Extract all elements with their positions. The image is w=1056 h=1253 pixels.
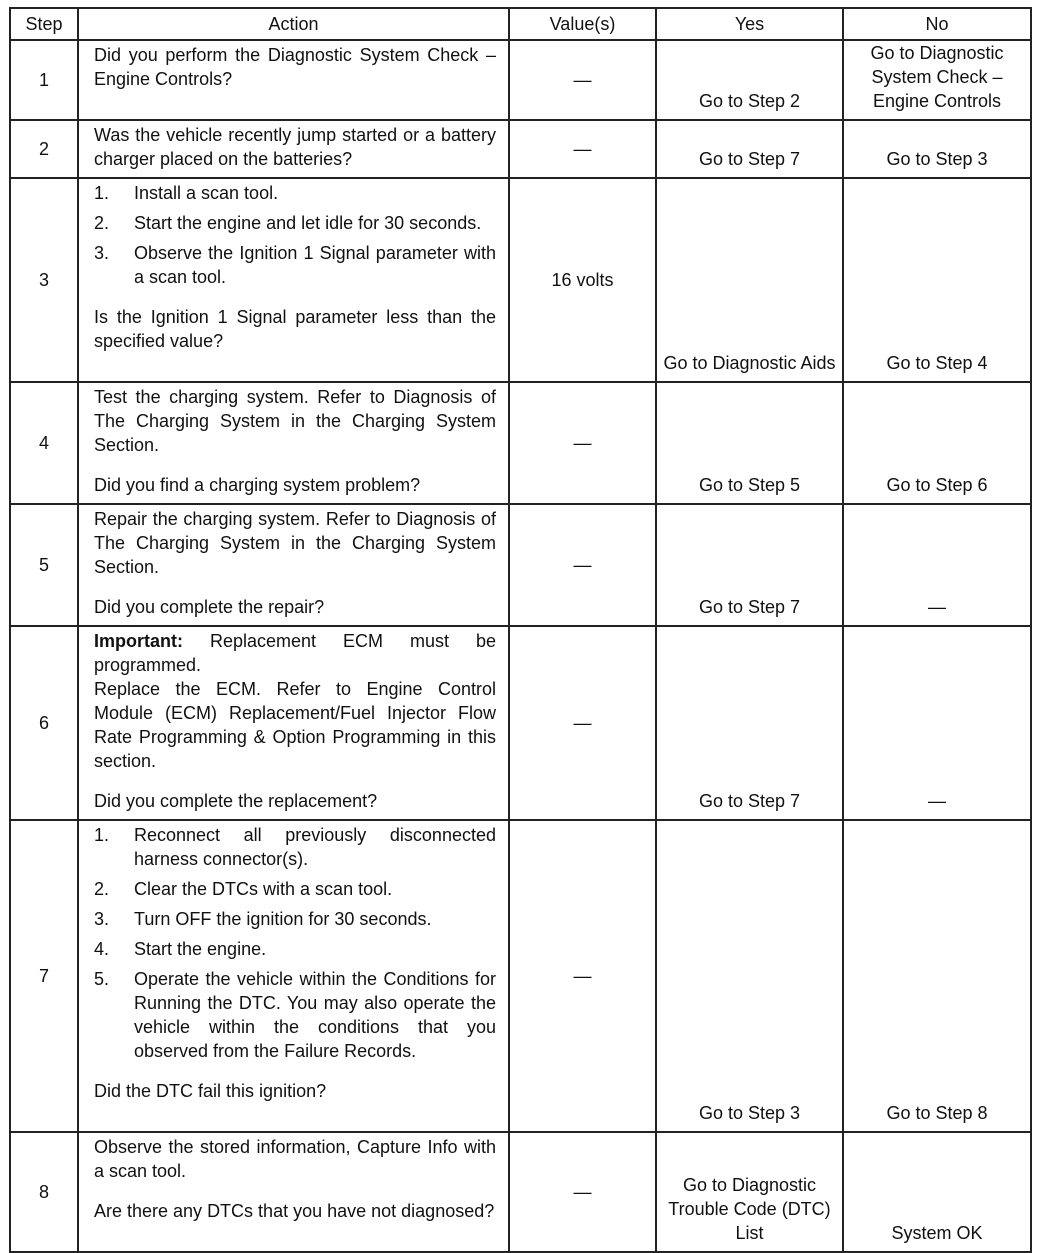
- yes-cell: Go to Step 2: [656, 40, 843, 120]
- value-cell: —: [509, 820, 656, 1132]
- no-cell: System OK: [843, 1132, 1031, 1252]
- yes-cell: Go to Step 7: [656, 504, 843, 626]
- list-item: [94, 181, 496, 205]
- table-row: [10, 178, 1031, 382]
- table-row: [10, 40, 1031, 120]
- step-list: [94, 181, 496, 289]
- table-row: [10, 382, 1031, 504]
- list-item: [94, 211, 496, 235]
- diagnostic-table: [9, 7, 1032, 1253]
- no-cell: Go to Diagnostic System Check – Engine Controls: [843, 40, 1031, 120]
- step-list: [94, 823, 496, 1063]
- action-cell: [78, 1132, 509, 1252]
- list-item-text: Operate the vehicle within the Conditions for Running the DTC. You may also operate the vehicle within the conditions that you observed from the Failure Records.: [134, 969, 496, 1061]
- list-item-number: 1.: [94, 825, 110, 845]
- step-number: 7: [10, 820, 78, 1132]
- action-instruction: Observe the stored information, Capture Info with a scan tool.: [94, 1137, 496, 1181]
- step-number: 5: [10, 504, 78, 626]
- yes-cell: Go to Step 7: [656, 120, 843, 178]
- value-cell: —: [509, 120, 656, 178]
- action-cell: [78, 382, 509, 504]
- table-row: [10, 120, 1031, 178]
- action-question: Did you perform the Diagnostic System Check – Engine Controls?: [94, 45, 496, 89]
- header-yes: Yes: [656, 8, 843, 40]
- action-question: Did you complete the repair?: [94, 597, 325, 617]
- list-item-text: Install a scan tool.: [134, 183, 279, 203]
- action-question: Did you find a charging system problem?: [94, 475, 421, 495]
- table-row: [10, 1132, 1031, 1252]
- action-question: Is the Ignition 1 Signal parameter less than the specified value?: [94, 307, 496, 351]
- diagnostic-table-container: [9, 7, 1032, 1253]
- list-item: [94, 907, 496, 931]
- action-question: Are there any DTCs that you have not diagnosed?: [94, 1201, 495, 1221]
- table-row: [10, 626, 1031, 820]
- header-step: Step: [10, 8, 78, 40]
- step-number: 1: [10, 40, 78, 120]
- value-cell: —: [509, 382, 656, 504]
- list-item-number: 3.: [94, 909, 110, 929]
- no-cell: —: [843, 504, 1031, 626]
- value-cell: —: [509, 1132, 656, 1252]
- action-cell: [78, 40, 509, 120]
- list-item: [94, 967, 496, 1063]
- action-cell: [78, 120, 509, 178]
- action-instruction: Replace the ECM. Refer to Engine Control Module (ECM) Replacement/Fuel Injector Flow Rate Programming & Option Programming in this section.: [94, 679, 496, 771]
- yes-cell: Go to Step 5: [656, 382, 843, 504]
- list-item-text: Turn OFF the ignition for 30 seconds.: [134, 909, 432, 929]
- yes-cell: Go to Diagnostic Trouble Code (DTC) List: [656, 1132, 843, 1252]
- header-no: No: [843, 8, 1031, 40]
- important-text: Replacement ECM must be programmed.: [94, 631, 496, 675]
- list-item-number: 2.: [94, 879, 110, 899]
- action-question: Did you complete the replacement?: [94, 791, 378, 811]
- list-item-text: Reconnect all previously disconnected harness connector(s).: [134, 825, 496, 869]
- action-instruction: Repair the charging system. Refer to Diagnosis of The Charging System in the Charging System Section.: [94, 509, 496, 577]
- step-number: 6: [10, 626, 78, 820]
- list-item-number: 3.: [94, 243, 110, 263]
- value-cell: 16 volts: [509, 178, 656, 382]
- no-cell: —: [843, 626, 1031, 820]
- list-item-number: 1.: [94, 183, 110, 203]
- list-item-text: Clear the DTCs with a scan tool.: [134, 879, 393, 899]
- list-item: [94, 877, 496, 901]
- action-cell: [78, 504, 509, 626]
- table-row: [10, 504, 1031, 626]
- yes-cell: Go to Step 7: [656, 626, 843, 820]
- value-cell: —: [509, 504, 656, 626]
- action-cell: [78, 820, 509, 1132]
- list-item: [94, 823, 496, 871]
- no-cell: Go to Step 3: [843, 120, 1031, 178]
- value-cell: —: [509, 626, 656, 820]
- yes-cell: Go to Diagnostic Aids: [656, 178, 843, 382]
- list-item-number: 2.: [94, 213, 110, 233]
- important-label: Important:: [94, 631, 183, 651]
- action-question: Did the DTC fail this ignition?: [94, 1081, 327, 1101]
- no-cell: Go to Step 4: [843, 178, 1031, 382]
- table-row: [10, 820, 1031, 1132]
- step-number: 2: [10, 120, 78, 178]
- action-cell: [78, 626, 509, 820]
- list-item: [94, 241, 496, 289]
- header-values: Value(s): [509, 8, 656, 40]
- step-number: 3: [10, 178, 78, 382]
- header-action: Action: [78, 8, 509, 40]
- yes-cell: Go to Step 3: [656, 820, 843, 1132]
- no-cell: Go to Step 8: [843, 820, 1031, 1132]
- value-cell: —: [509, 40, 656, 120]
- list-item-text: Observe the Ignition 1 Signal parameter with a scan tool.: [134, 243, 496, 287]
- list-item-number: 5.: [94, 969, 110, 989]
- header-row: [10, 8, 1031, 40]
- action-cell: [78, 178, 509, 382]
- no-cell: Go to Step 6: [843, 382, 1031, 504]
- step-number: 8: [10, 1132, 78, 1252]
- list-item: [94, 937, 496, 961]
- action-question: Was the vehicle recently jump started or a battery charger placed on the batteries?: [94, 125, 496, 169]
- list-item-text: Start the engine and let idle for 30 seconds.: [134, 213, 482, 233]
- list-item-text: Start the engine.: [134, 939, 267, 959]
- important-note: [94, 629, 496, 677]
- step-number: 4: [10, 382, 78, 504]
- action-instruction: Test the charging system. Refer to Diagnosis of The Charging System in the Charging System Section.: [94, 387, 496, 455]
- list-item-number: 4.: [94, 939, 110, 959]
